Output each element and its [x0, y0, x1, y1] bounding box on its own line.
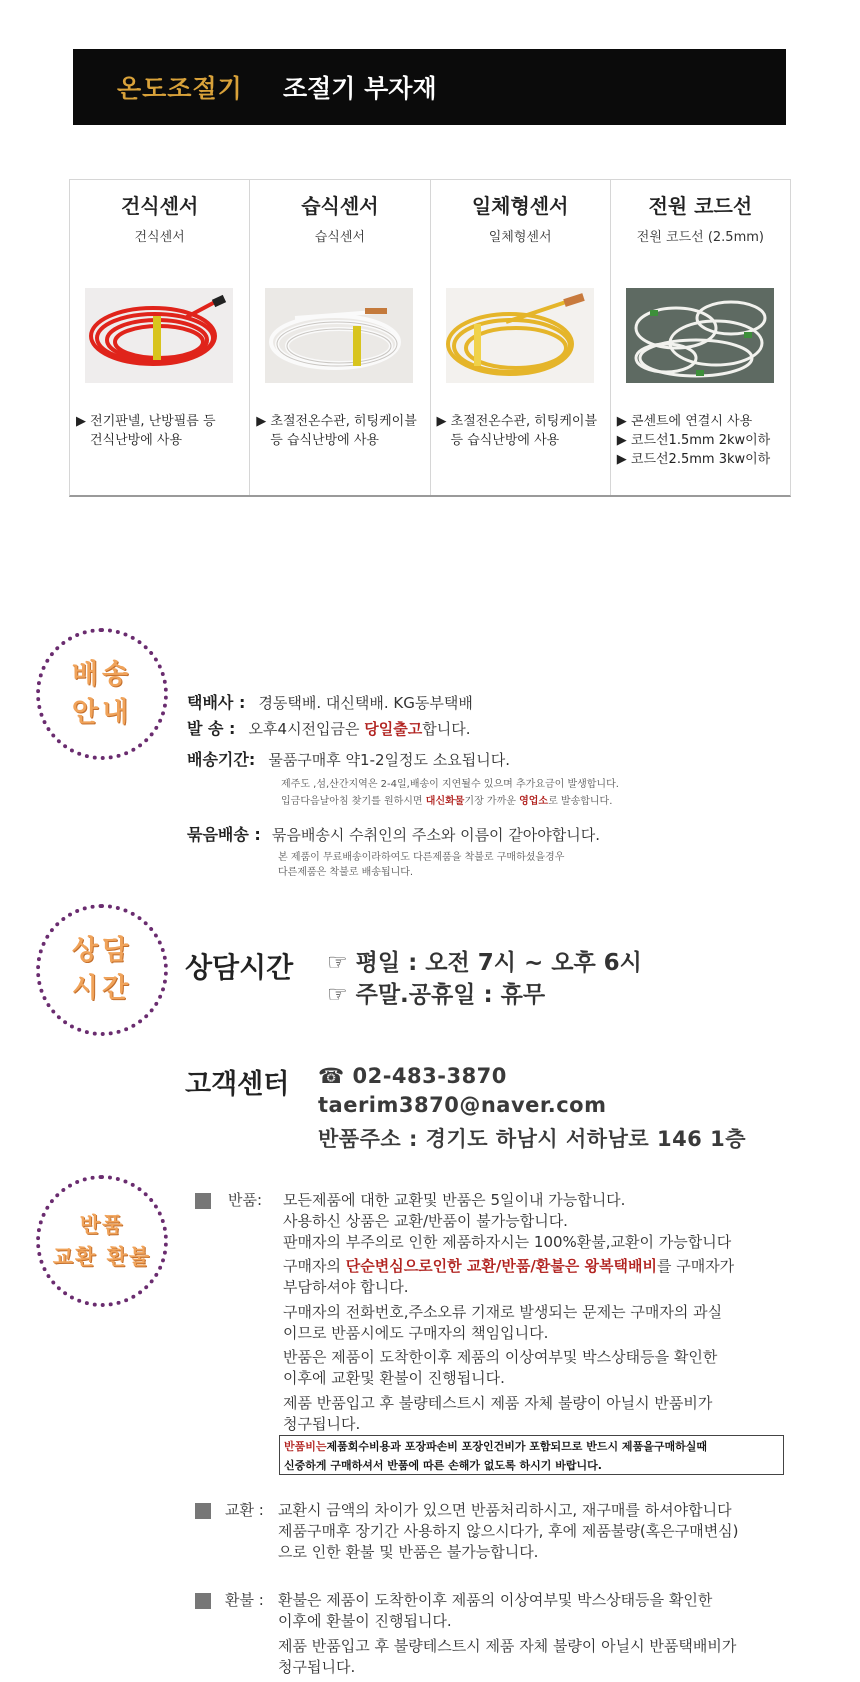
info-line-2: 이므로 반품시에도 구매자의 책임입니다.	[283, 1324, 549, 1342]
product-dry-sensor	[70, 180, 250, 495]
product-desc: ▶ 초절전온수관, 히팅케이블 등 습식난방에 사용	[436, 414, 598, 448]
shipping-badge: 배송 안내	[36, 628, 168, 760]
page-title: 조절기 부자재	[283, 74, 437, 103]
bundle-note-1: 본 제품이 무료배송이라하여도 다른제품을 착불로 구매하셨을경우	[278, 852, 565, 863]
phone-number: ☎ 02-483-3870	[318, 1064, 507, 1088]
buyer-cost-line-2: 부담하셔야 합니다.	[283, 1278, 409, 1296]
refund-line-3: 제품 반품입고 후 불량테스트시 제품 자체 불량이 아닐시 반품택배비가	[278, 1637, 737, 1655]
brand-title: 온도조절기	[117, 74, 243, 103]
period-note-1: 제주도 ,섬,산간지역은 2-4일,배송이 지연될수 있으며 추가요금이 발생합니다.	[281, 779, 619, 790]
product-subname: 전원 코드선 (2.5mm)	[636, 230, 764, 245]
consult-title: 상담시간	[185, 951, 294, 984]
product-table	[69, 179, 791, 497]
check-line-1: 반품은 제품이 도착한이후 제품의 이상여부및 박스상태등을 확인한	[283, 1348, 718, 1366]
header-banner	[73, 49, 786, 125]
dispatch-row: 발 송 : 오후4시전입금은 당일출고합니다.	[187, 719, 471, 738]
courier-value: 경동택배. 대신택배. KG동부택배	[258, 694, 473, 712]
product-photo-yellow-cable	[446, 288, 594, 383]
product-desc: ▶ 초절전온수관, 히팅케이블 등 습식난방에 사용	[256, 414, 417, 448]
product-name: 건식센서	[120, 194, 199, 218]
courier-row	[187, 690, 473, 713]
product-name: 습식센서	[301, 194, 379, 218]
dispatch-label: 발 송 :	[187, 719, 236, 738]
product-photo-power-cords	[626, 288, 774, 383]
exchange-bullet	[195, 1503, 211, 1519]
exchange-label: 교환 :	[225, 1501, 264, 1519]
return-line-3: 판매자의 부주의로 인한 제품하자시는 100%환불,교환이 가능합니다	[283, 1233, 732, 1251]
info-line-1: 구매자의 전화번호,주소오류 기재로 발생되는 문제는 구매자의 과실	[283, 1303, 723, 1321]
bundle-note-2: 다른제품은 착불로 배송됩니다.	[278, 867, 414, 878]
product-subname: 건식센서	[134, 230, 185, 245]
consult-weekday: ☞ 평일 : 오전 7시 ~ 오후 6시	[327, 950, 642, 976]
return-fee-notice: 반품비는제품회수비용과 포장파손비 포장인건비가 포함되므로 반드시 제품을구매하실때 신중하게 구매하셔서 반품에 따른 손해가 없도록 하시기 바랍니다.	[279, 1435, 784, 1475]
refund-line-2: 이후에 환불이 진행됩니다.	[278, 1612, 452, 1630]
customer-center-title: 고객센터	[185, 1069, 290, 1100]
period-value: 물품구매후 약1-2일정도 소요됩니다.	[268, 751, 510, 769]
return-address: 반품주소 : 경기도 하남시 서하남로 146 1층	[318, 1127, 747, 1151]
refund-label: 환불 :	[225, 1591, 264, 1609]
test-line-1: 제품 반품입고 후 불량테스트시 제품 자체 불량이 아닐시 반품비가	[283, 1394, 713, 1412]
check-line-2: 이후에 교환및 환불이 진행됩니다.	[283, 1369, 505, 1387]
product-power-cord	[611, 180, 790, 495]
exchange-line-1: 교환시 금액의 차이가 있으면 반품처리하시고, 재구매를 하셔야합니다	[278, 1501, 732, 1519]
exchange-line-2: 제품구매후 장기간 사용하지 않으시다가, 후에 제품불량(혹은구매변심)	[278, 1522, 739, 1540]
return-label: 반품:	[228, 1191, 263, 1209]
refund-line-1: 환불은 제품이 도착한이후 제품의 이상여부및 박스상태등을 확인한	[278, 1591, 713, 1609]
product-subname: 일체형센서	[488, 230, 552, 245]
bundle-row	[187, 822, 600, 845]
period-row	[187, 747, 510, 770]
consult-weekend: ☞ 주말.공휴일 : 휴무	[327, 982, 546, 1008]
refund-line-4: 청구됩니다.	[278, 1658, 356, 1676]
buyer-cost-line-1: 구매자의 단순변심으로인한 교환/반품/환불은 왕복택배비를 구매자가	[283, 1257, 735, 1275]
product-integrated-sensor	[431, 180, 611, 495]
return-line-2: 사용하신 상품은 교환/반품이 불가능합니다.	[283, 1212, 568, 1230]
product-photo-red-cable	[85, 288, 233, 383]
product-name: 전원 코드선	[648, 194, 753, 218]
refund-bullet	[195, 1593, 211, 1609]
period-label: 배송기간:	[187, 750, 256, 769]
courier-label: 택배사 :	[187, 693, 246, 712]
period-note-2: 입금다음날아침 찾기를 원하시면 대신화물기장 가까운 영업소로 발송합니다.	[281, 796, 613, 807]
bundle-value: 묶음배송시 수취인의 주소와 이름이 같아야합니다.	[271, 826, 601, 844]
bundle-label: 묶음배송 :	[187, 825, 261, 844]
return-line-1: 모든제품에 대한 교환및 반품은 5일이내 가능합니다.	[283, 1191, 626, 1209]
exchange-line-3: 으로 인한 환불 및 반품은 불가능합니다.	[278, 1543, 539, 1561]
product-wet-sensor	[250, 180, 430, 495]
same-day-dispatch: 당일출고	[364, 720, 423, 738]
returns-badge: 반품 교환 환불	[36, 1175, 168, 1307]
product-desc: ▶ 전기판넬, 난방필름 등 건식난방에 사용	[76, 414, 216, 448]
product-desc: ▶ 콘센트에 연결시 사용 ▶ 코드선1.5mm 2kw이하 ▶ 코드선2.5mm 3kw이하	[616, 414, 771, 467]
round-trip-fee-note: 단순변심으로인한 교환/반품/환불은 왕복택배비	[345, 1257, 657, 1275]
consult-badge: 상담 시간	[36, 904, 168, 1036]
email-address: taerim3870@naver.com	[318, 1093, 607, 1117]
product-photo-white-cable	[265, 288, 413, 383]
product-name: 일체형센서	[471, 194, 569, 218]
product-subname: 습식센서	[314, 230, 365, 245]
test-line-2: 청구됩니다.	[283, 1415, 361, 1433]
return-bullet	[195, 1193, 211, 1209]
